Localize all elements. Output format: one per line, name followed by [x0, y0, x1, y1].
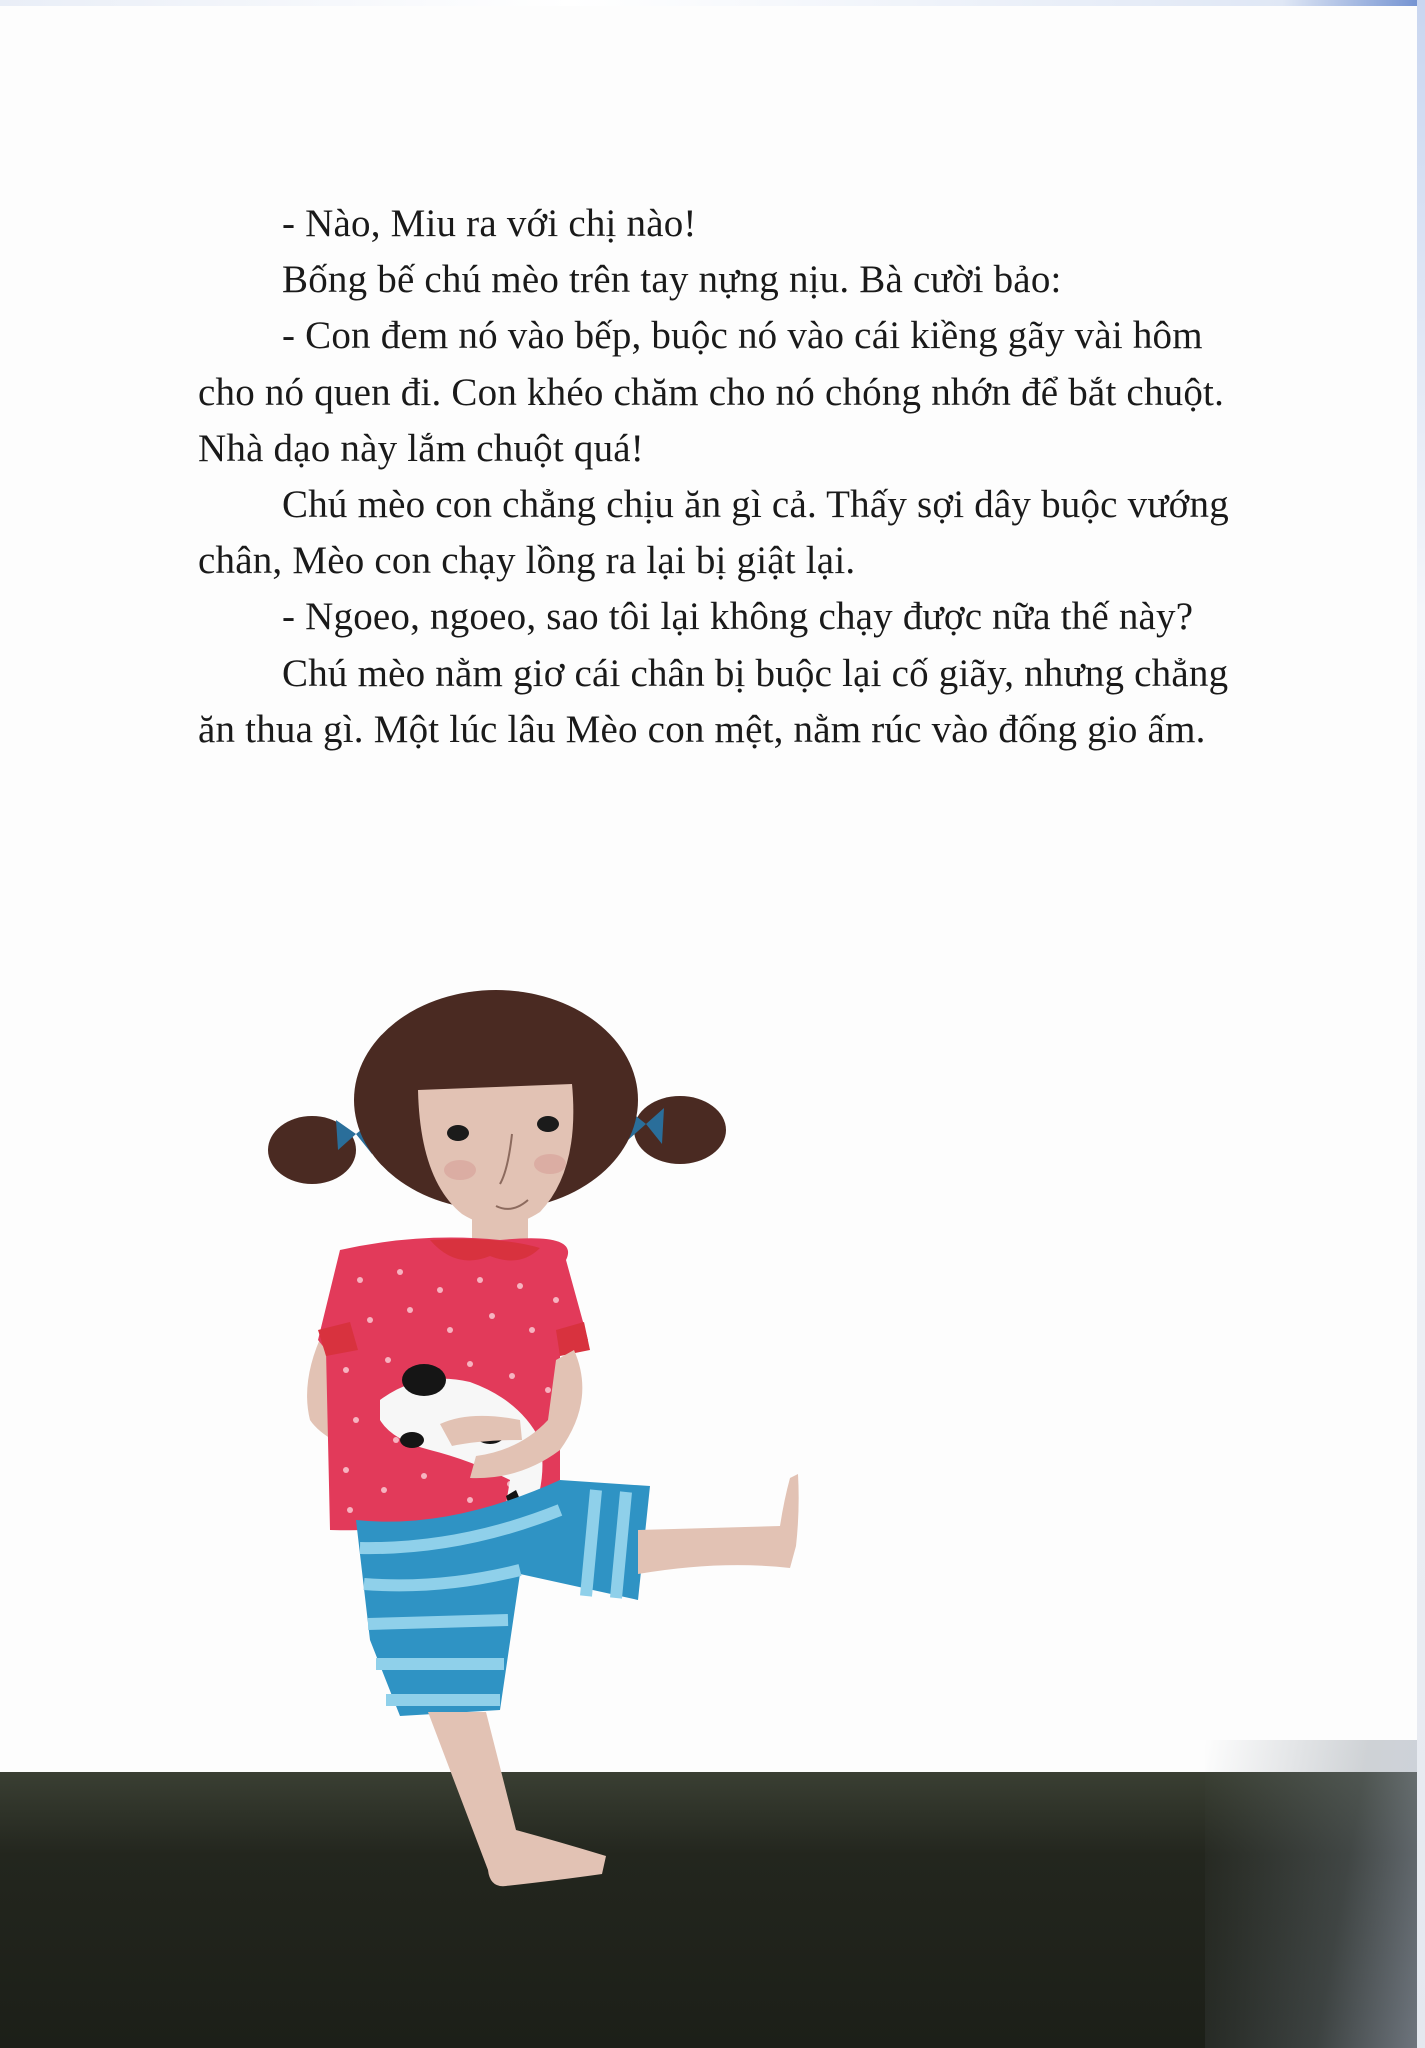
story-paragraph-4: Chú mèo con chẳng chịu ăn gì cả. Thấy sợi dây buộc vướng chân, Mèo con chạy lồng ra lại bị giật lại. [198, 483, 1229, 583]
story-paragraph-6: Chú mèo nằm giơ cái chân bị buộc lại cố giãy, nhưng chẳng ăn thua gì. Một lúc lâu Mèo con mệt, nằm rúc vào đống gio ấm. [198, 651, 1229, 751]
leg-raised [638, 1474, 799, 1574]
kitten-patch-head [402, 1364, 446, 1396]
cheek-left [444, 1160, 476, 1180]
leg-standing [428, 1712, 606, 1886]
story-paragraph-1: - Nào, Miu ra với chị nào! [282, 202, 697, 245]
eye-left [447, 1125, 469, 1141]
story-paragraph-3: - Con đem nó vào bếp, buộc nó vào cái kiềng gãy vài hôm cho nó quen đi. Con khéo chăm cho nó chóng nhớn để bắt chuột. Nhà dạo này lắm chuột quá! [198, 314, 1225, 470]
eye-right [537, 1116, 559, 1132]
story-paragraph-2: Bống bế chú mèo trên tay nựng nịu. Bà cười bảo: [282, 258, 1062, 302]
hair-bun-right [634, 1096, 726, 1164]
cheek-right [534, 1154, 566, 1174]
kitten-patch-side [400, 1432, 424, 1448]
story-paragraph-5: - Ngoeo, ngoeo, sao tôi lại không chạy được nữa thế này? [282, 595, 1194, 639]
